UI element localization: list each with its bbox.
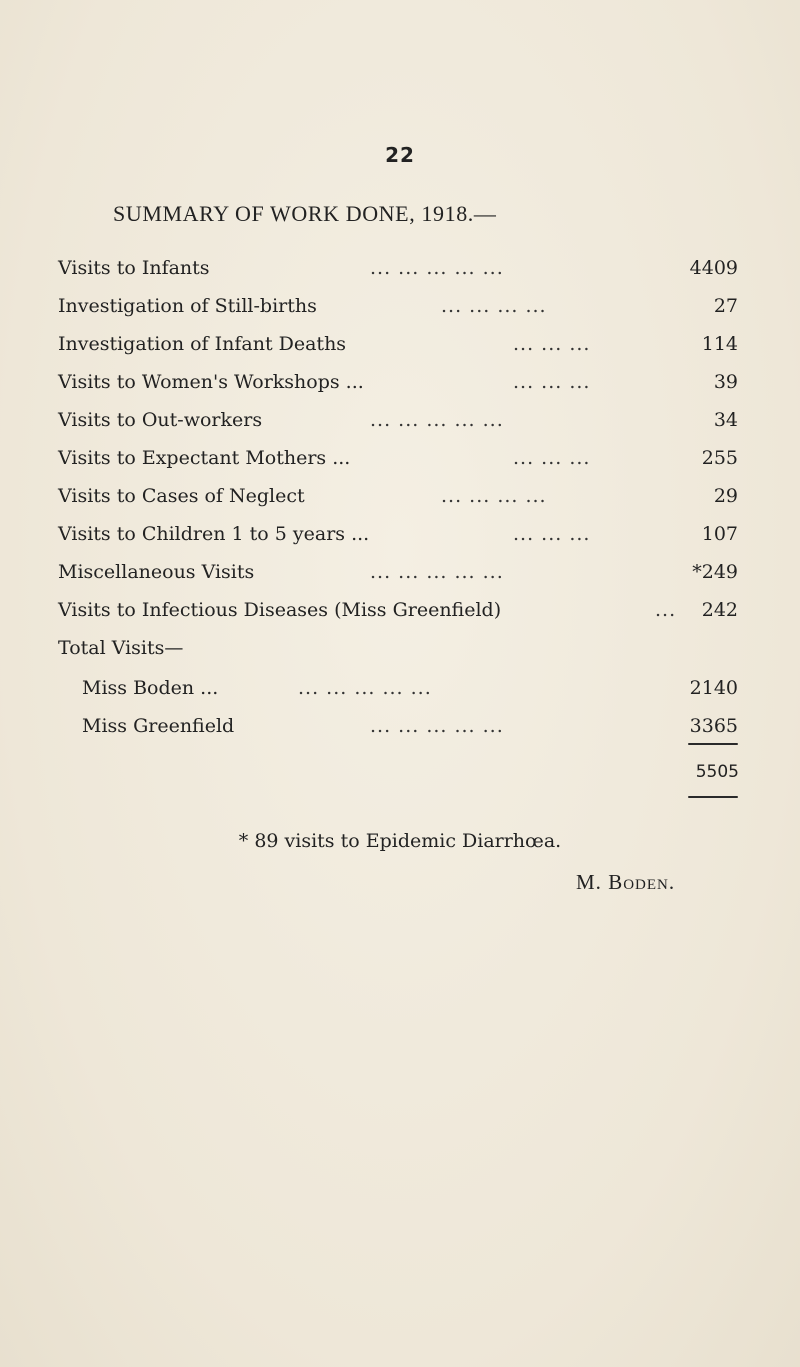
summary-heading: SUMMARY OF WORK DONE, 1918.— <box>113 201 497 226</box>
page-number: 22 <box>385 143 415 167</box>
row-label: Miss Greenfield <box>82 715 235 737</box>
leader-dots: ... ... ... ... ... <box>370 715 504 737</box>
row-label: Visits to Out-workers <box>58 409 263 431</box>
total-visits-heading-row <box>58 637 738 667</box>
summary-row <box>58 561 738 591</box>
row-label: Miss Boden ... <box>82 677 219 699</box>
row-label: Visits to Expectant Mothers ... <box>58 447 351 469</box>
row-value: 29 <box>713 485 738 507</box>
leader-dots: ... ... ... <box>513 333 591 355</box>
row-value: 242 <box>701 599 738 621</box>
footnote: * 89 visits to Epidemic Diarrhœa. <box>238 830 562 852</box>
row-label: Visits to Women's Workshops ... <box>58 371 364 393</box>
grand-total: 5505 <box>695 762 739 782</box>
row-label: Miscellaneous Visits <box>58 561 255 583</box>
summary-row <box>58 599 738 629</box>
signature-surname: Boden. <box>608 870 676 894</box>
row-value: 114 <box>701 333 738 355</box>
leader-dots: ... ... ... ... <box>441 485 547 507</box>
leader-dots: ... ... ... <box>513 523 591 545</box>
total-row <box>58 715 738 745</box>
row-label: Visits to Cases of Neglect <box>58 485 305 507</box>
row-label: Investigation of Still-births <box>58 295 317 317</box>
summary-row <box>58 257 738 287</box>
leader-dots: ... ... ... <box>513 371 591 393</box>
row-value: 34 <box>713 409 738 431</box>
row-value: *249 <box>692 561 738 583</box>
leader-dots: ... ... ... ... ... <box>370 409 504 431</box>
row-label: Visits to Infants <box>58 257 210 279</box>
summary-row <box>58 333 738 363</box>
summary-row <box>58 295 738 325</box>
leader-dots: ... ... ... ... ... <box>370 257 504 279</box>
row-value: 4409 <box>689 257 738 279</box>
total-row <box>58 677 738 707</box>
total-visits-label: Total Visits— <box>58 637 184 659</box>
leader-dots: ... <box>655 599 677 621</box>
signature-initial: M. <box>576 870 602 894</box>
leader-dots: ... ... ... ... ... <box>370 561 504 583</box>
row-label: Visits to Children 1 to 5 years ... <box>58 523 370 545</box>
row-label: Investigation of Infant Deaths <box>58 333 347 355</box>
row-value: 27 <box>713 295 738 317</box>
row-value: 3365 <box>689 715 738 737</box>
summary-row <box>58 371 738 401</box>
row-value: 2140 <box>689 677 738 699</box>
leader-dots: ... ... ... <box>513 447 591 469</box>
leader-dots: ... ... ... ... <box>441 295 547 317</box>
leader-dots: ... ... ... ... ... <box>298 677 432 699</box>
row-value: 255 <box>701 447 738 469</box>
row-label: Visits to Infectious Diseases (Miss Greenfield) <box>58 599 502 621</box>
row-value: 39 <box>713 371 738 393</box>
summary-row <box>58 447 738 477</box>
sum-rule-top <box>688 743 738 745</box>
summary-row <box>58 409 738 439</box>
signature <box>576 870 675 895</box>
sum-rule-bottom <box>688 796 738 798</box>
row-value: 107 <box>701 523 738 545</box>
summary-row <box>58 485 738 515</box>
summary-row <box>58 523 738 553</box>
